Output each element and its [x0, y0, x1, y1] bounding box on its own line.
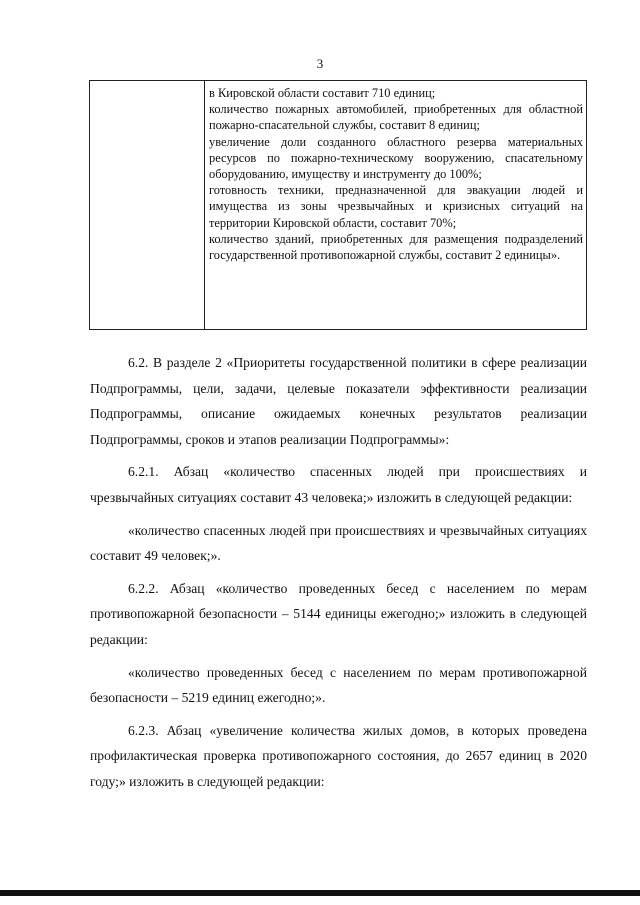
- document-body: [90, 350, 587, 802]
- table-line: количество зданий, приобретенных для размещения подразделений государственной противопожарной службы, составит 2 единицы».: [209, 231, 583, 263]
- table-line: в Кировской области составит 710 единиц;: [209, 86, 436, 100]
- table-column-divider: [204, 81, 205, 329]
- scan-bottom-edge: [0, 890, 640, 896]
- table-line: увеличение доли созданного областного резерва материальных ресурсов по пожарно-техническому вооружению, спасательному оборудованию, имуществу и инструменту до 100%;: [209, 134, 583, 182]
- table-line: готовность техники, предназначенной для эвакуации людей и имущества из зоны чрезвычайных и кризисных ситуаций на территории Кировской области, составит 70%;: [209, 183, 583, 230]
- paragraph-6-2: 6.2. В разделе 2 «Приоритеты государственной политики в сфере реализации Подпрограммы, цели, задачи, целевые показатели эффективности реализации Подпрограммы, описание ожидаемых конечных результатов реализации Подпрограммы, сроков и этапов реализации Подпрограммы»:: [90, 355, 587, 447]
- paragraph-6-2-2-new-text: «количество проведенных бесед с населением по мерам противопожарной безопасности – 5219 единиц ежегодно;».: [90, 664, 587, 706]
- paragraph-6-2-1-new-text: «количество спасенных людей при происшествиях и чрезвычайных ситуациях составит 49 человек;».: [90, 522, 587, 564]
- table-cell-indicators: [209, 85, 583, 263]
- paragraph-6-2-1: 6.2.1. Абзац «количество спасенных людей при происшествиях и чрезвычайных ситуациях составит 43 человека;» изложить в следующей редакции:: [90, 464, 587, 505]
- indicators-table: [89, 80, 587, 330]
- page-number: 3: [316, 56, 324, 71]
- table-line: количество пожарных автомобилей, приобретенных для областной пожарно-спасательной службы, составит 8 единиц;: [209, 102, 583, 133]
- paragraph-6-2-3: 6.2.3. Абзац «увеличение количества жилых домов, в которых проведена профилактическая проверка противопожарного состояния, до 2657 единиц в 2020 году;» изложить в следующей редакции:: [90, 722, 587, 789]
- paragraph-6-2-2: 6.2.2. Абзац «количество проведенных бесед с населением по мерам противопожарной безопасности – 5144 единицы ежегодно;» изложить в следующей редакции:: [90, 580, 587, 647]
